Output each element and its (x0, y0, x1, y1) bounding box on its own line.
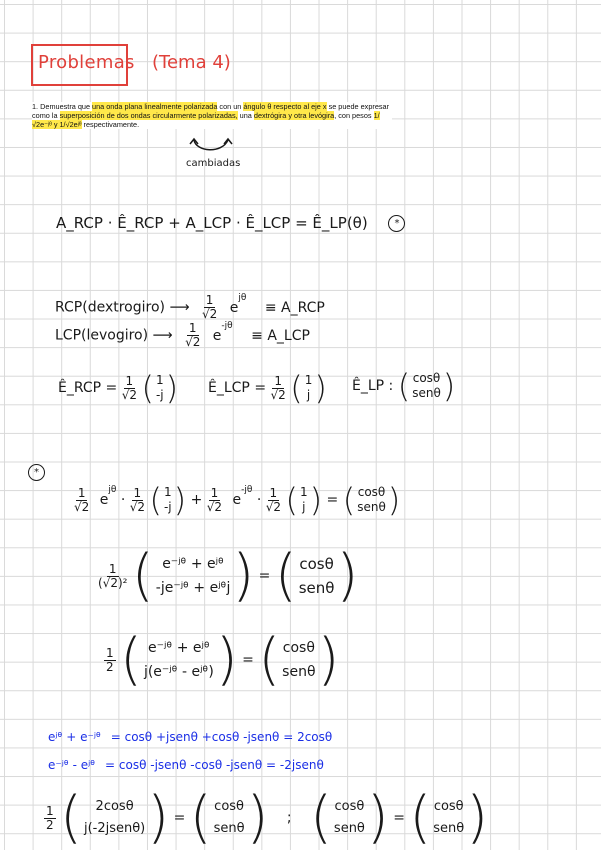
tema-label: (Tema 4) (152, 52, 231, 73)
main-equation: A_RCP · Ê_RCP + A_LCP · Ê_LCP = Ê_LP(θ) * (56, 214, 405, 232)
expanded-sum: $\frac{1}{√2}$ $e^{j\theta}$ · $\frac{1}{√2}$ ( 1 -j ) + $\frac{1}{√2}$ $e^{-j\theta}$ · $\frac{1}{√2}$ ( 1 j ) = ( cosθ senθ ) (74, 481, 401, 519)
star-marker-2: * (28, 462, 45, 481)
identity-sum: eʲᶿ + e⁻ʲᶿ = cosθ +jsenθ +cosθ -jsenθ = 2cosθ (48, 730, 333, 744)
problem-text-1: Demuestra que (40, 102, 93, 111)
cambiadas-note: cambiadas (186, 158, 241, 169)
weight-lcp: $\frac{1}{√2}$ (206, 485, 223, 514)
e-lp-vector: Ê_LP : ( cosθ senθ ) (352, 367, 456, 405)
final-step: $\frac{1}{2}$ ( 2cosθ j(-2jsenθ) ) = ( cosθ senθ ) ; ( cosθ senθ ) = ( cosθ senθ ) (46, 785, 489, 850)
final-half: $\frac{1}{2}$ (46, 803, 54, 832)
e-lcp-vector: Ê_LCP = $\frac{1}{√2}$ ( 1 j ) (208, 369, 327, 407)
problem-text-4: una (237, 111, 254, 120)
e-rcp-fraction: $\frac{1}{√2}$ (121, 373, 138, 402)
rcp-line: RCP(dextrogiro) ⟶ $\frac{1}{√2}$ $e^{j\theta}$ ≡ A_RCP (55, 292, 325, 321)
problem-statement (32, 102, 392, 129)
norm-lcp: $\frac{1}{√2}$ (265, 485, 282, 514)
swap-arrow-icon (182, 136, 242, 160)
e-lcp-fraction: $\frac{1}{√2}$ (270, 373, 286, 402)
page-title: Problemas (38, 52, 135, 73)
highlight-2: ángulo θ respecto al eje x (243, 102, 327, 111)
weight-rcp: $\frac{1}{√2}$ (74, 485, 90, 514)
highlight-4: dextrógira y otra levógira (253, 111, 335, 120)
problem-number: 1. (32, 102, 39, 111)
highlight-1: una onda plana linealmente polarizada (92, 102, 218, 111)
factor-sqrt2sq: $\frac{1}{\text{(√2)²}}$ (98, 561, 128, 590)
problem-text-6: respectivamente. (81, 120, 140, 129)
lcp-line: LCP(levogiro) ⟶ $\frac{1}{√2}$ $e^{-j\theta}$ ≡ A_LCP (55, 320, 310, 349)
problem-text-5: , con pesos (334, 111, 374, 120)
star-marker: * (388, 215, 405, 232)
lcp-fraction: $\frac{1}{√2}$ (185, 321, 201, 349)
combined-step: $\frac{1}{\text{(√2)²}}$ ( e⁻ʲᶿ + eʲᶿ -je⁻ʲᶿ + eʲᶿj ) = ( cosθ senθ ) (98, 543, 359, 608)
identity-diff: e⁻ʲᶿ - eʲᶿ = cosθ -jsenθ -cosθ -jsenθ = -2jsenθ (48, 758, 324, 772)
rcp-fraction: $\frac{1}{√2}$ (201, 293, 218, 321)
highlight-3: superposición de dos ondas circularmente polarizadas, (59, 111, 238, 120)
norm-rcp: $\frac{1}{√2}$ (129, 485, 146, 514)
highlight-5: 1/√2e⁻ʲᶿ y 1/√2eʲᶿ (32, 111, 380, 129)
problem-text-3: se puede expresar como la (32, 102, 390, 120)
e-rcp-vector: Ê_RCP = $\frac{1}{√2}$ ( 1 -j ) (58, 369, 179, 407)
problem-text-2: con un (217, 102, 244, 111)
half-step: $\frac{1}{2}$ ( e⁻ʲᶿ + eʲᶿ j(e⁻ʲᶿ - eʲᶿ) ) = ( cosθ senθ ) (106, 627, 340, 692)
factor-half: $\frac{1}{2}$ (106, 645, 114, 674)
